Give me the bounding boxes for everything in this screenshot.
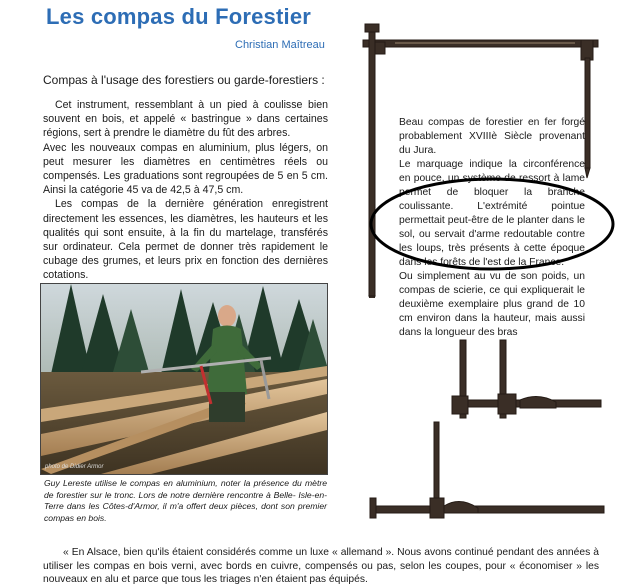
iron-compass-second-image [360, 338, 610, 528]
forester-photo [40, 283, 328, 475]
bottom-paragraph [43, 546, 599, 587]
intro-heading: Compas à l'usage des forestiers ou garde-forestiers : [43, 73, 325, 87]
highlight-ellipse [367, 174, 617, 274]
paragraph-2: Avec les nouveaux compas en aluminium, plus légers, on peut mesurer les diamètres en centimètres réels ou compensés. Les graduations sont regroupées de 5 en 5 cm. Ainsi la catégorie 45 va de 42,5 à 47,5 cm. [43, 141, 328, 197]
description-paragraph-3: Ou simplement au vu de son poids, un compas de scierie, ce qui expliquerait le deuxième exemplaire plus grand de 10 cm environ dans la hauteur, mais aussi dans la longueur des bras [399, 271, 585, 338]
description-paragraph-1: Beau compas de forestier en fer forgé probablement XVIIIè Siècle provenant du Jura. [399, 117, 585, 156]
paragraph-1: Cet instrument, ressemblant à un pied à coulisse bien souvent en bois, et appelé « bastringue » dans certaines régions, sert à prendre le diamètre du fût des arbres. [43, 99, 328, 140]
page-title: Les compas du Forestier [46, 4, 312, 29]
photo-caption: Guy Lereste utilise le compas en aluminium, noter la présence du mètre de forestier sur le tronc. Lors de notre dernière rencontre à Belle- Isle-en-Terre dans les Côtes-d'Armor, il m'a offert deux pièces, dont son premier compas en bois. [44, 478, 327, 523]
body-text-column [43, 98, 328, 283]
description-paragraph-2: Le marquage indique la circonférence en pouce, un système de ressort à lame permet de bloquer la branche coulissante. L'extrémité pointue permettait peut-être de le planter dans le sol, ou servait d'arme redoutable contre les loups, très présents à cette époque dans les forêts de l'est de la France. [399, 159, 585, 268]
bottom-paragraph-text: « En Alsace, bien qu'ils étaient considérés comme un luxe « allemand ». Nous avons continué pendant des années à utiliser les compas en bois verni, avec bords en cuivre, compensés ou pas, selon les coupes, pour « économiser » les nouveaux en alu et parce que tous les triages n'en étaient pas équipés. [43, 547, 599, 585]
forest-scene-illustration [41, 284, 327, 474]
photo-credit: photo de Didier Armor [45, 464, 104, 470]
paragraph-3: Les compas de la dernière génération enregistrent directement les essences, les diamètres, les hauteurs et les qualités qui sont ensuite, à la fin du martelage, transférés sur ordinateur. Cela permet de donner très rapidement le cubage des grumes, et leurs prix en fonction des dernières cotations. [43, 198, 328, 282]
author-name: Christian Maîtreau [235, 39, 325, 51]
